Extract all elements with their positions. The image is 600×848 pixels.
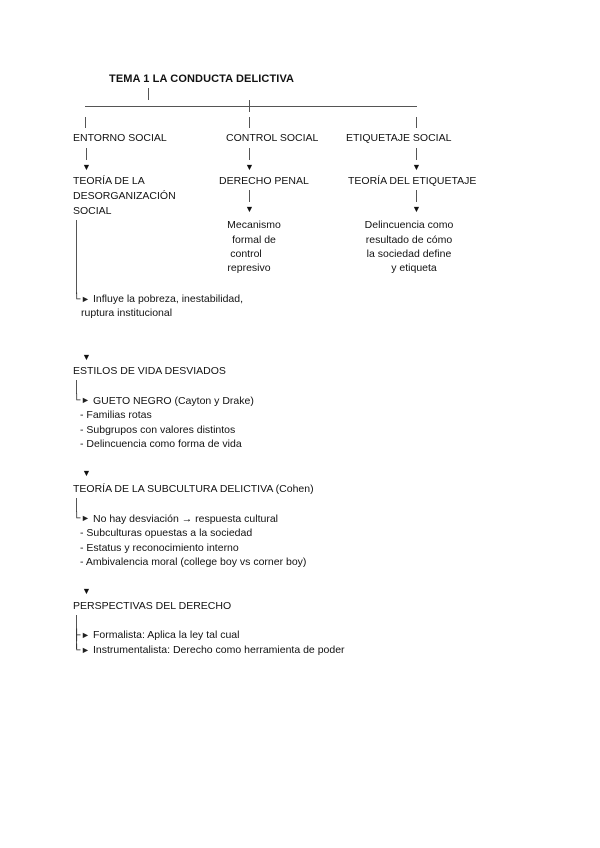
etiquetaje-desc-line-4: y etiqueta <box>391 262 437 274</box>
estilos-down-arrow-icon: ▼ <box>82 352 91 362</box>
perspectivas-pointer-icon-1: ► <box>81 630 90 640</box>
entorno-connector-line <box>86 148 87 160</box>
perspectivas-pointer-icon-2: ► <box>81 645 90 655</box>
derecho-penal-connector-line <box>249 190 250 202</box>
estilos-item-1: - Familias rotas <box>80 409 152 421</box>
perspectivas-down-arrow-icon: ▼ <box>82 586 91 596</box>
subcultura-tree-line <box>76 498 77 512</box>
perspectivas-corner-icon: └ <box>73 644 81 656</box>
subcultura-corner-icon: └ <box>73 512 81 524</box>
perspectivas-tee-icon: ├ <box>73 629 81 641</box>
entorno-down-arrow-icon: ▼ <box>82 162 91 172</box>
desorganizacion-note-line-1: Influye la pobreza, inestabilidad, <box>93 293 244 305</box>
center-stem-line <box>249 100 250 112</box>
entorno-social-label: ENTORNO SOCIAL <box>73 132 167 144</box>
perspectivas-heading: PERSPECTIVAS DEL DERECHO <box>73 600 232 612</box>
desorganizacion-note-line-2: ruptura institucional <box>81 307 173 319</box>
desorganizacion-corner-icon: └ <box>73 293 81 305</box>
estilos-heading: ESTILOS DE VIDA DESVIADOS <box>73 365 226 377</box>
etiquetaje-connector-line <box>416 148 417 160</box>
gueto-negro-label: GUETO NEGRO (Cayton y Drake) <box>93 395 254 407</box>
etiquetaje-desc-line-2: resultado de cómo <box>365 234 453 246</box>
estilos-pointer-icon: ► <box>81 395 90 405</box>
title-stem-line <box>148 88 149 100</box>
etiquetaje-down-arrow-icon: ▼ <box>412 162 421 172</box>
desorganizacion-line-1: TEORÍA DE LA <box>73 175 145 187</box>
desorganizacion-pointer-icon: ► <box>81 294 90 304</box>
subcultura-heading: TEORÍA DE LA SUBCULTURA DELICTIVA (Cohen) <box>73 483 314 495</box>
estilos-corner-icon: └ <box>73 394 81 406</box>
estilos-item-2: - Subgrupos con valores distintos <box>80 424 236 436</box>
perspectiva-formalista: Formalista: Aplica la ley tal cual <box>93 629 240 641</box>
etiquetaje-theory-down-arrow-icon: ▼ <box>412 204 421 214</box>
perspectiva-instrumentalista: Instrumentalista: Derecho como herramienta de poder <box>93 644 345 656</box>
diagram-title: TEMA 1 LA CONDUCTA DELICTIVA <box>109 73 295 85</box>
branch-horizontal-line <box>85 106 417 107</box>
subcultura-item-3: - Ambivalencia moral (college boy vs corner boy) <box>80 556 307 568</box>
subcultura-down-arrow-icon: ▼ <box>82 468 91 478</box>
estilos-item-3: - Delincuencia como forma de vida <box>80 438 242 450</box>
desorganizacion-line-2: DESORGANIZACIÓN <box>73 190 176 202</box>
etiquetaje-social-label: ETIQUETAJE SOCIAL <box>346 132 452 144</box>
left-branch-line <box>85 117 86 128</box>
middle-branch-line <box>249 117 250 128</box>
desorganizacion-tree-line <box>76 220 77 294</box>
derecho-penal-label: DERECHO PENAL <box>219 175 309 187</box>
control-down-arrow-icon: ▼ <box>245 162 254 172</box>
subcultura-item-2: - Estatus y reconocimiento interno <box>80 542 239 554</box>
derecho-penal-down-arrow-icon: ▼ <box>245 204 254 214</box>
control-desc-line-2: formal de <box>232 234 276 246</box>
right-branch-line <box>416 117 417 128</box>
desorganizacion-line-3: SOCIAL <box>73 205 112 217</box>
etiquetaje-desc-line-1: Delincuencia como <box>364 219 454 231</box>
subcultura-sub-label: No hay desviación → respuesta cultural <box>93 513 279 525</box>
etiquetaje-theory-connector-line <box>416 190 417 202</box>
etiquetaje-desc-line-3: la sociedad define <box>366 248 452 260</box>
control-connector-line <box>249 148 250 160</box>
control-desc-line-4: represivo <box>227 262 271 274</box>
control-desc-line-3: control <box>230 248 262 260</box>
teoria-etiquetaje-label: TEORÍA DEL ETIQUETAJE <box>348 175 477 187</box>
estilos-tree-line <box>76 380 77 394</box>
subcultura-pointer-icon: ► <box>81 513 90 523</box>
control-social-label: CONTROL SOCIAL <box>226 132 319 144</box>
subcultura-item-1: - Subculturas opuestas a la sociedad <box>80 527 253 539</box>
control-desc-line-1: Mecanismo <box>227 219 281 231</box>
